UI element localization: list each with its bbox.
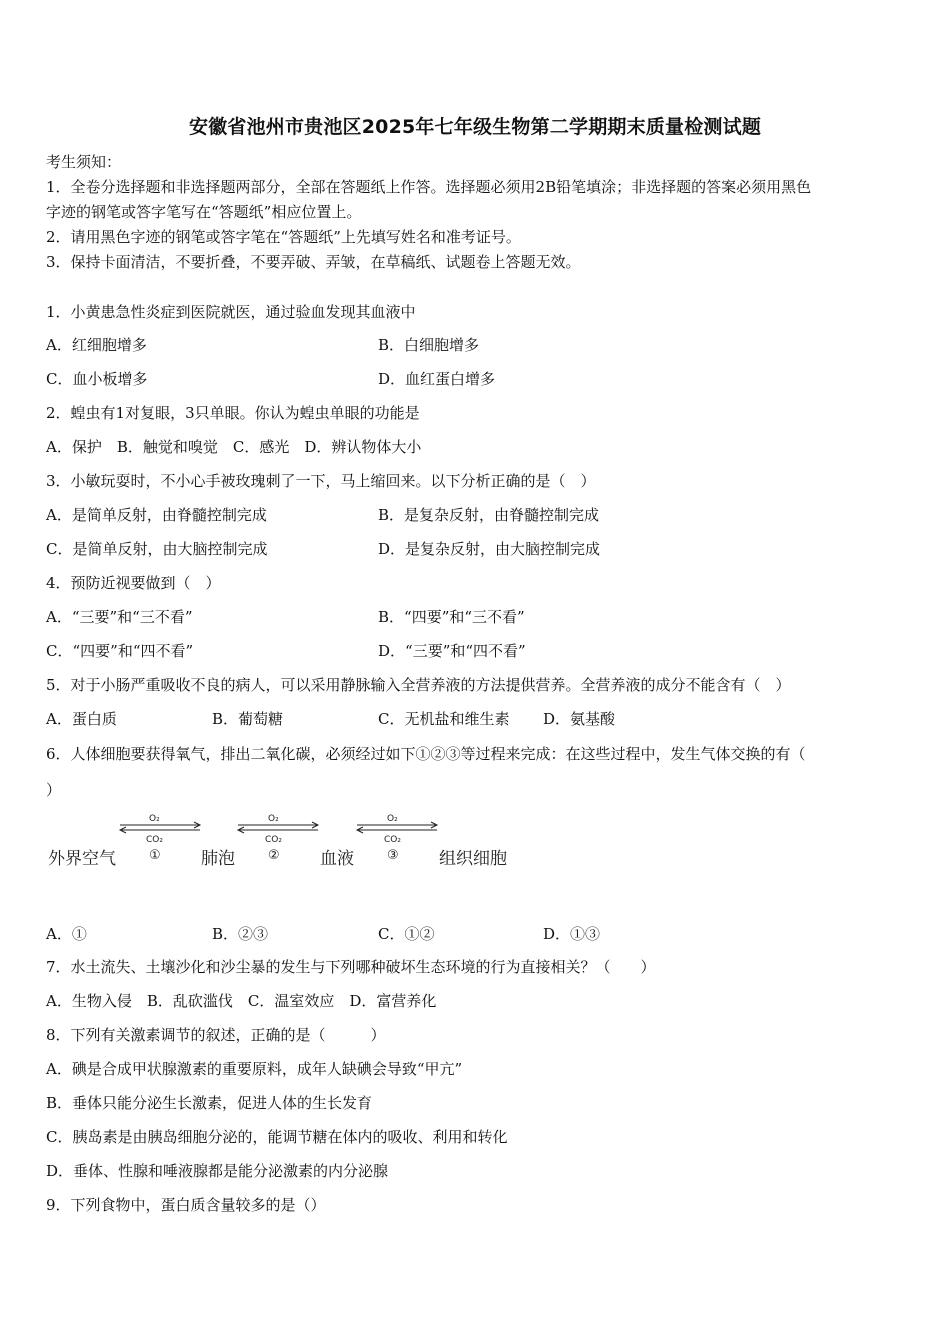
q6-option-d: D．①③ <box>543 925 601 943</box>
notice-line-1-cont: 字迹的钢笔或答字笔写在“答题纸”相应位置上。 <box>46 203 362 221</box>
q1-option-a: A．红细胞增多 <box>46 336 147 354</box>
node-outside-air: 外界空气 <box>48 849 116 869</box>
question-1-stem: 1．小黄患急性炎症到医院就医，通过验血发现其血液中 <box>46 303 416 321</box>
q6-option-c: C．①② <box>378 925 435 943</box>
q1-option-b: B．白细胞增多 <box>378 336 480 354</box>
question-8-stem: 8．下列有关激素调节的叙述，正确的是（ ） <box>46 1026 386 1044</box>
q8-option-c: C．胰岛素是由胰岛细胞分泌的，能调节糖在体内的吸收、利用和转化 <box>46 1128 508 1146</box>
notice-line-1: 1．全卷分选择题和非选择题两部分，全部在答题纸上作答。选择题必须用2B铅笔填涂；非选择题的答案必须用黑色 <box>46 178 812 196</box>
exchange-arrow-3 <box>357 814 437 863</box>
o2-label-1: O₂ <box>149 814 160 824</box>
q1-option-c: C．血小板增多 <box>46 370 148 388</box>
notice-heading: 考生须知： <box>46 153 122 171</box>
o2-label-2: O₂ <box>268 814 279 824</box>
step-1-marker: ① <box>149 848 161 863</box>
node-tissue-cells: 组织细胞 <box>439 849 507 869</box>
node-alveoli: 肺泡 <box>201 849 235 869</box>
q5-option-b: B．葡萄糖 <box>212 710 284 728</box>
question-3-stem: 3．小敏玩耍时，不小心手被玫瑰刺了一下，马上缩回来。以下分析正确的是（ ） <box>46 472 596 490</box>
exchange-arrow-1 <box>120 814 200 863</box>
page-title: 安徽省池州市贵池区2025年七年级生物第二学期期末质量检测试题 <box>188 116 762 138</box>
question-6-stem: 6．人体细胞要获得氧气，排出二氧化碳，必须经过如下①②③等过程来完成：在这些过程中，发生气体交换的有（ <box>46 745 806 763</box>
q4-option-c: C．“四要”和“四不看” <box>46 642 194 660</box>
q3-option-c: C．是简单反射，由大脑控制完成 <box>46 540 268 558</box>
q7-options: A．生物入侵 B．乱砍滥伐 C．温室效应 D．富营养化 <box>46 992 437 1010</box>
co2-label-1: CO₂ <box>146 835 163 845</box>
step-3-marker: ③ <box>387 848 399 863</box>
notice-line-3: 3．保持卡面清洁，不要折叠，不要弄破、弄皱，在草稿纸、试题卷上答题无效。 <box>46 253 581 271</box>
co2-label-2: CO₂ <box>265 835 282 845</box>
notice-line-2: 2．请用黑色字迹的钢笔或答字笔在“答题纸”上先填写姓名和准考证号。 <box>46 228 521 246</box>
q6-option-a: A．① <box>46 925 87 943</box>
question-2-stem: 2．蝗虫有1对复眼，3只单眼。你认为蝗虫单眼的功能是 <box>46 404 420 422</box>
question-5-stem: 5．对于小肠严重吸收不良的病人，可以采用静脉输入全营养液的方法提供营养。全营养液的成分不能含有（ ） <box>46 676 791 694</box>
question-6-stem-cont: ） <box>46 781 62 799</box>
gas-exchange-diagram <box>46 808 526 878</box>
q8-option-a: A．碘是合成甲状腺激素的重要原料，成年人缺碘会导致“甲亢” <box>46 1060 463 1078</box>
q8-option-d: D．垂体、性腺和唾液腺都是能分泌激素的内分泌腺 <box>46 1162 389 1180</box>
co2-label-3: CO₂ <box>384 835 401 845</box>
q1-option-d: D．血红蛋白增多 <box>378 370 496 388</box>
question-7-stem: 7．水土流失、土壤沙化和沙尘暴的发生与下列哪种破坏生态环境的行为直接相关？（ ） <box>46 958 656 976</box>
q3-option-b: B．是复杂反射，由脊髓控制完成 <box>378 506 600 524</box>
o2-label-3: O₂ <box>387 814 398 824</box>
q3-option-a: A．是简单反射，由脊髓控制完成 <box>46 506 267 524</box>
question-9-stem: 9．下列食物中，蛋白质含量较多的是（） <box>46 1196 326 1214</box>
q4-option-b: B．“四要”和“三不看” <box>378 608 525 626</box>
step-2-marker: ② <box>268 848 280 863</box>
node-blood: 血液 <box>320 849 354 869</box>
q4-option-d: D．“三要”和“四不看” <box>378 642 526 660</box>
q8-option-b: B．垂体只能分泌生长激素，促进人体的生长发育 <box>46 1094 373 1112</box>
q2-options: A．保护 B．触觉和嗅觉 C．感光 D．辨认物体大小 <box>46 438 422 456</box>
q4-option-a: A．“三要”和“三不看” <box>46 608 193 626</box>
exchange-arrow-2 <box>238 814 318 863</box>
q5-option-a: A．蛋白质 <box>46 710 117 728</box>
q5-option-d: D．氨基酸 <box>543 710 616 728</box>
question-4-stem: 4．预防近视要做到（ ） <box>46 574 221 592</box>
q3-option-d: D．是复杂反射，由大脑控制完成 <box>378 540 601 558</box>
q6-option-b: B．②③ <box>212 925 269 943</box>
q5-option-c: C．无机盐和维生素 <box>378 710 510 728</box>
